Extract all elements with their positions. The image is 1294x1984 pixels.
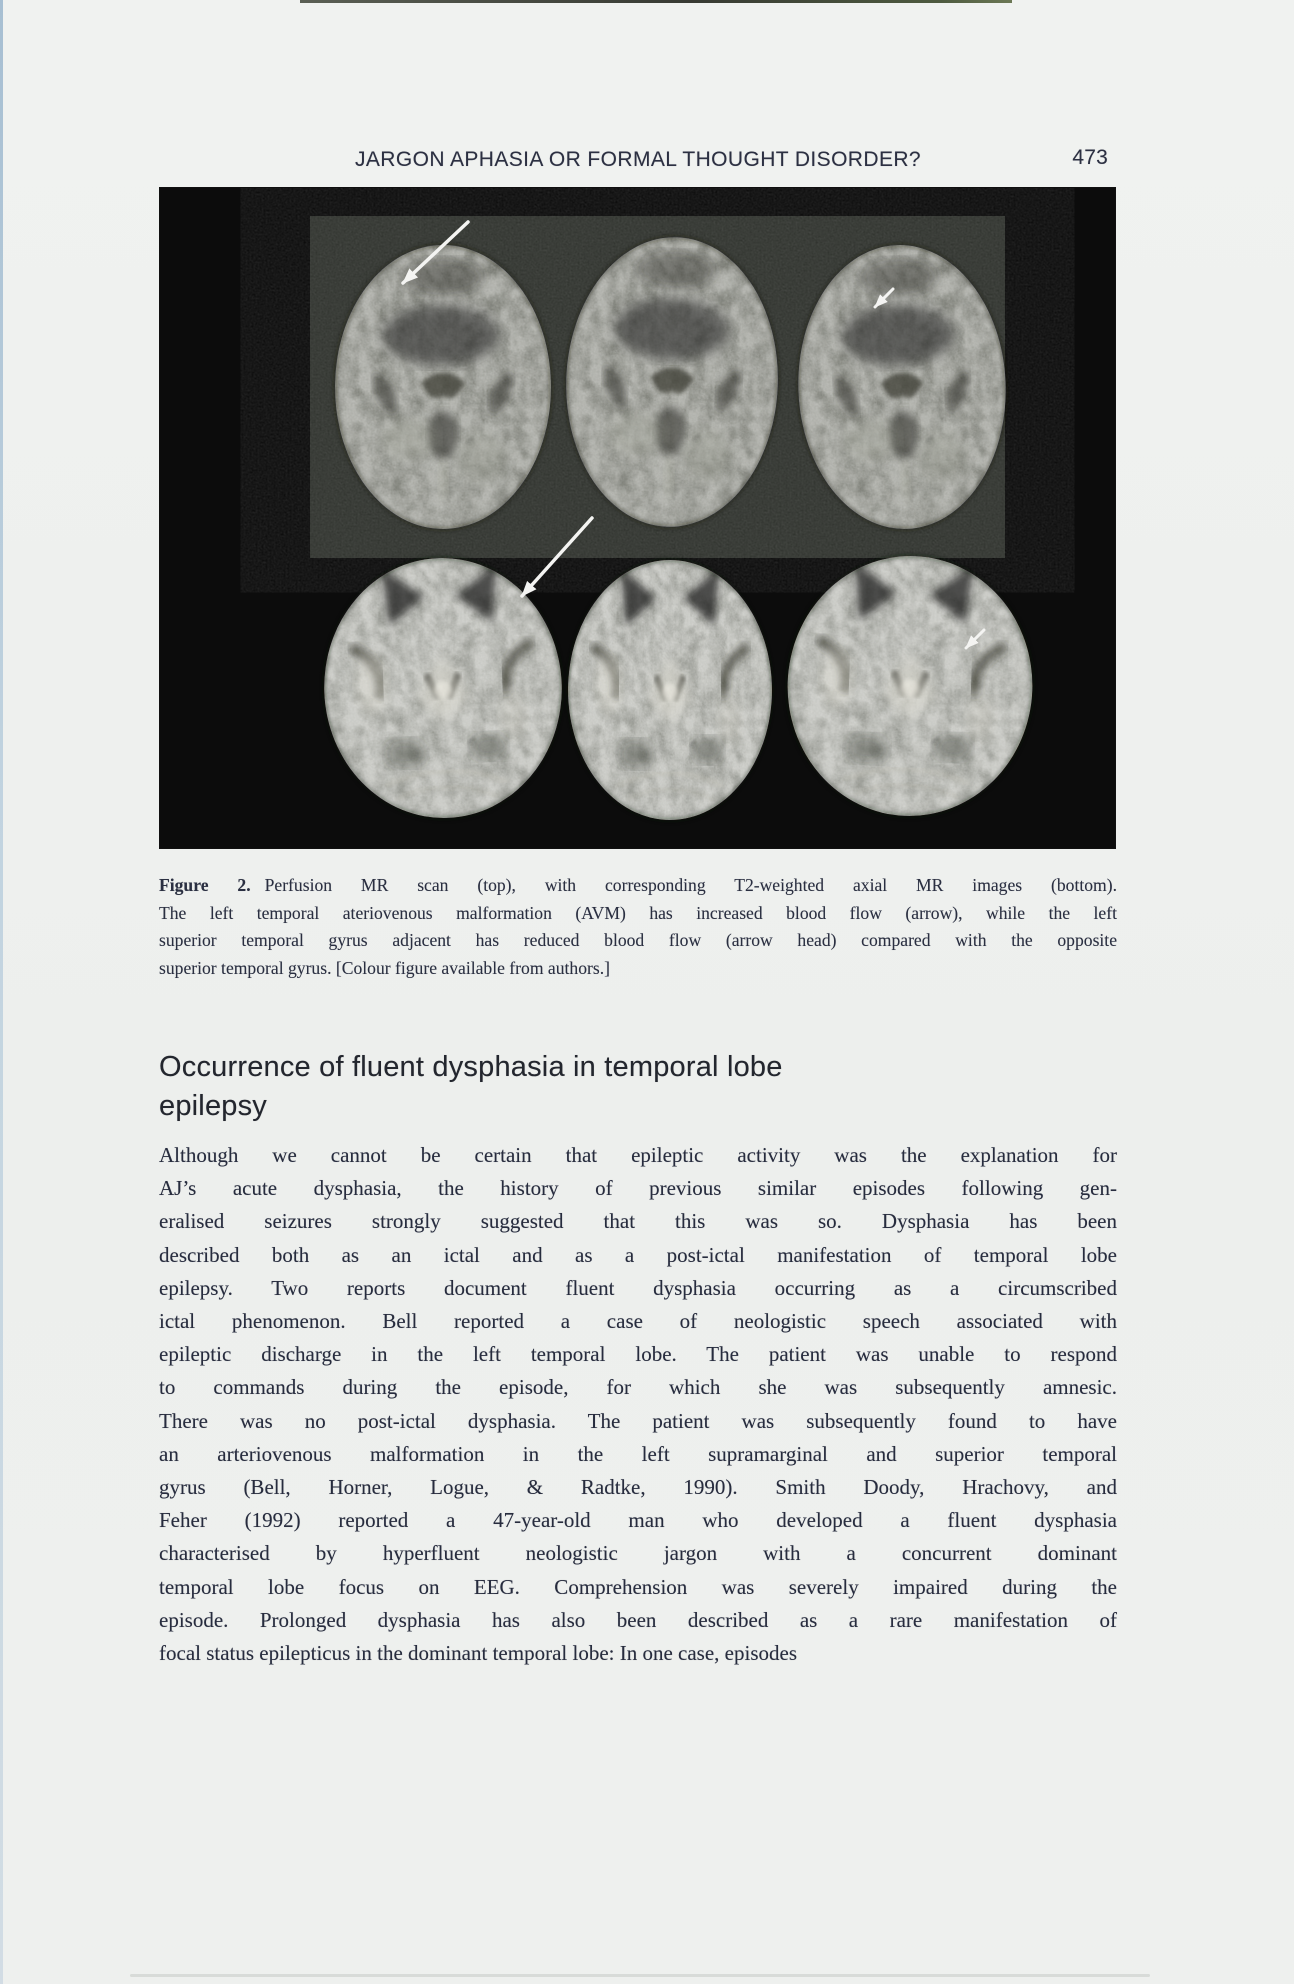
text-line: epilepsy. Two reports document fluent dysphasia occurring as a circumscribed xyxy=(159,1275,1117,1300)
figure-2-image xyxy=(160,188,1115,848)
running-head xyxy=(160,146,1116,174)
caption-line: superior temporal gyrus. [Colour figure available from authors.] xyxy=(159,957,610,978)
text-line: focal status epilepticus in the dominant temporal lobe: In one case, episodes xyxy=(159,1641,797,1666)
section-heading xyxy=(159,1048,783,1126)
text-line: AJ’s acute dysphasia, the history of previous similar episodes following gen- xyxy=(159,1176,1117,1201)
section-heading-line-2: epilepsy xyxy=(159,1090,267,1122)
text-line: described both as an ictal and as a post-ictal manifestation of temporal lobe xyxy=(159,1242,1117,1267)
scan-edge-artifact-left xyxy=(0,0,3,1984)
text-line: episode. Prolonged dysphasia has also been described as a rare manifestation of xyxy=(159,1607,1117,1632)
t2-axial-mr-images-bottom-row xyxy=(316,548,1041,827)
scan-edge-artifact-top xyxy=(300,0,1012,3)
perfusion-mr-scans-top-row xyxy=(331,229,1015,536)
page-number: 473 xyxy=(1072,146,1108,169)
running-head-title: JARGON APHASIA OR FORMAL THOUGHT DISORDER? xyxy=(354,148,921,171)
text-line: temporal lobe focus on EEG. Comprehension was severely impaired during the xyxy=(159,1574,1117,1599)
text-line: characterised by hyperfluent neologistic jargon with a concurrent dominant xyxy=(159,1541,1117,1566)
text-line: an arteriovenous malformation in the left supramarginal and superior temporal xyxy=(159,1441,1117,1466)
caption-line xyxy=(159,872,1117,900)
text-line: Feher (1992) reported a 47-year-old man who developed a fluent dysphasia xyxy=(159,1508,1117,1533)
text-line: gyrus (Bell, Horner, Logue, & Radtke, 1990). Smith Doody, Hrachovy, and xyxy=(159,1475,1117,1500)
body-paragraph xyxy=(159,1139,1117,1670)
caption-line: superior temporal gyrus adjacent has reduced blood flow (arrow head) compared with the opposite xyxy=(159,930,1117,951)
text-line: eralised seizures strongly suggested that this was so. Dysphasia has been xyxy=(159,1209,1117,1234)
figure-caption xyxy=(159,872,1117,982)
figure-label: Figure 2. xyxy=(159,875,251,895)
text-line: There was no post-ictal dysphasia. The patient was subsequently found to have xyxy=(159,1408,1117,1433)
mr-brain-scans-svg xyxy=(160,188,1115,848)
caption-line: The left temporal ateriovenous malformation (AVM) has increased blood flow (arrow), while the left xyxy=(159,902,1117,923)
text-line: epileptic discharge in the left temporal lobe. The patient was unable to respond xyxy=(159,1342,1117,1367)
text-line: ictal phenomenon. Bell reported a case of neologistic speech associated with xyxy=(159,1309,1117,1334)
section-heading-line-1: Occurrence of fluent dysphasia in temporal lobe xyxy=(159,1051,783,1083)
caption-text: Perfusion MR scan (top), with corresponding T2-weighted axial MR images (bottom). xyxy=(264,875,1117,895)
text-line: to commands during the episode, for which she was subsequently amnesic. xyxy=(159,1375,1117,1400)
text-line: Although we cannot be certain that epileptic activity was the explanation for xyxy=(159,1143,1117,1167)
scan-edge-artifact-bottom xyxy=(130,1974,1150,1977)
